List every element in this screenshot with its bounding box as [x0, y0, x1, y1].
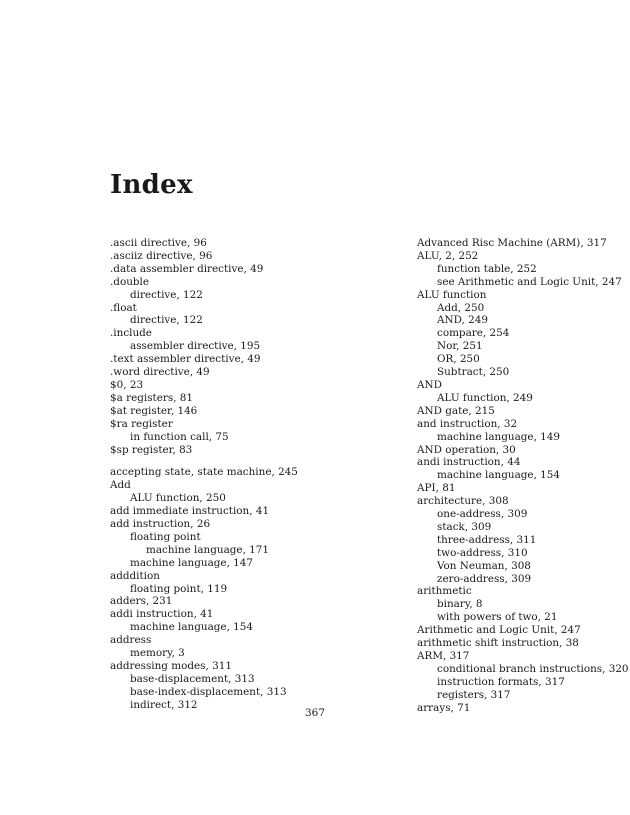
index-entry: ALU function	[417, 288, 487, 301]
index-entry: adddition	[110, 569, 160, 582]
index-subentry: ALU function, 250	[130, 492, 226, 505]
index-subentry: Nor, 251	[437, 340, 483, 353]
index-entry: AND gate, 215	[417, 404, 495, 417]
index-subentry: Add, 250	[437, 301, 485, 314]
index-entry: .text assembler directive, 49	[110, 353, 261, 366]
index-entry: AND operation, 30	[417, 443, 516, 456]
index-entry: add instruction, 26	[110, 518, 211, 531]
index-entry: .float	[110, 301, 137, 314]
index-subentry: Von Neuman, 308	[437, 559, 531, 572]
index-subentry: indirect, 312	[130, 698, 198, 711]
index-entry: .word directive, 49	[110, 366, 210, 379]
index-entry: arrays, 71	[417, 701, 471, 714]
index-subentry: memory, 3	[130, 647, 185, 660]
index-entry: andi instruction, 44	[417, 456, 521, 469]
index-subentry: directive, 122	[130, 288, 203, 301]
index-subentry: base-index-displacement, 313	[130, 685, 287, 698]
index-entry: and instruction, 32	[417, 417, 518, 430]
index-column-right	[417, 237, 629, 715]
index-subentry: zero-address, 309	[437, 572, 532, 585]
index-entry: architecture, 308	[417, 495, 509, 508]
index-subentry: binary, 8	[437, 598, 483, 611]
index-entry: .include	[110, 327, 152, 340]
index-subentry: floating point	[130, 530, 201, 543]
index-subentry: compare, 254	[437, 327, 510, 340]
index-entry: $0, 23	[110, 378, 144, 391]
index-subentry: see Arithmetic and Logic Unit, 247	[437, 275, 622, 288]
index-subentry: instruction formats, 317	[437, 675, 565, 688]
index-subentry: registers, 317	[437, 688, 511, 701]
index-entry: AND	[417, 378, 442, 391]
index-column-left	[110, 237, 350, 712]
index-subentry: two-address, 310	[437, 546, 528, 559]
index-entry: Arithmetic and Logic Unit, 247	[417, 624, 581, 637]
index-entry: $sp register, 83	[110, 443, 193, 456]
index-entry: ALU, 2, 252	[417, 249, 479, 262]
index-entry: ARM, 317	[417, 650, 470, 662]
index-subentry: in function call, 75	[130, 430, 229, 443]
index-entry: .data assembler directive, 49	[110, 262, 264, 275]
index-subentry: three-address, 311	[437, 533, 537, 546]
index-subentry: conditional branch instructions, 320	[437, 662, 629, 675]
index-subentry: base-displacement, 313	[130, 672, 255, 685]
index-subentry: machine language, 171	[146, 543, 270, 556]
index-entry: accepting state, state machine, 245	[110, 466, 298, 479]
index-subentry: floating point, 119	[130, 582, 228, 595]
index-entry: Add	[110, 479, 131, 492]
index-subentry: function table, 252	[437, 262, 537, 275]
index-subentry: directive, 122	[130, 314, 203, 327]
index-entry: .double	[110, 275, 150, 288]
index-subentry: Subtract, 250	[437, 366, 510, 379]
index-entry: arithmetic shift instruction, 38	[417, 637, 579, 650]
index-entry: .asciiz directive, 96	[110, 249, 213, 262]
index-entry: API, 81	[417, 482, 456, 495]
index-subentry: machine language, 154	[437, 469, 561, 482]
index-entry: Advanced Risc Machine (ARM), 317	[417, 237, 607, 249]
index-subentry: ALU function, 249	[437, 391, 533, 404]
index-subentry: machine language, 149	[437, 430, 561, 443]
index-subentry: assembler directive, 195	[130, 340, 261, 353]
index-entry: add immediate instruction, 41	[110, 505, 270, 518]
index-subentry: AND, 249	[437, 314, 488, 327]
index-heading: Index	[110, 170, 193, 200]
index-entry: $ra register	[110, 417, 173, 430]
index-entry: adders, 231	[110, 595, 173, 608]
index-subentry: machine language, 147	[130, 556, 254, 569]
page-number: 367	[304, 707, 326, 719]
index-subentry: stack, 309	[437, 520, 492, 533]
index-subentry: machine language, 154	[130, 621, 254, 634]
index-subentry: OR, 250	[437, 353, 480, 366]
index-subentry: one-address, 309	[437, 508, 528, 521]
index-entry: .ascii directive, 96	[110, 237, 207, 249]
index-entry: addressing modes, 311	[110, 660, 232, 672]
index-entry: $a registers, 81	[110, 391, 193, 404]
index-entry: address	[110, 634, 152, 647]
index-subentry: with powers of two, 21	[437, 611, 558, 624]
index-entry: $at register, 146	[110, 404, 198, 417]
index-entry: addi instruction, 41	[110, 608, 214, 621]
index-entry: arithmetic	[417, 585, 472, 598]
